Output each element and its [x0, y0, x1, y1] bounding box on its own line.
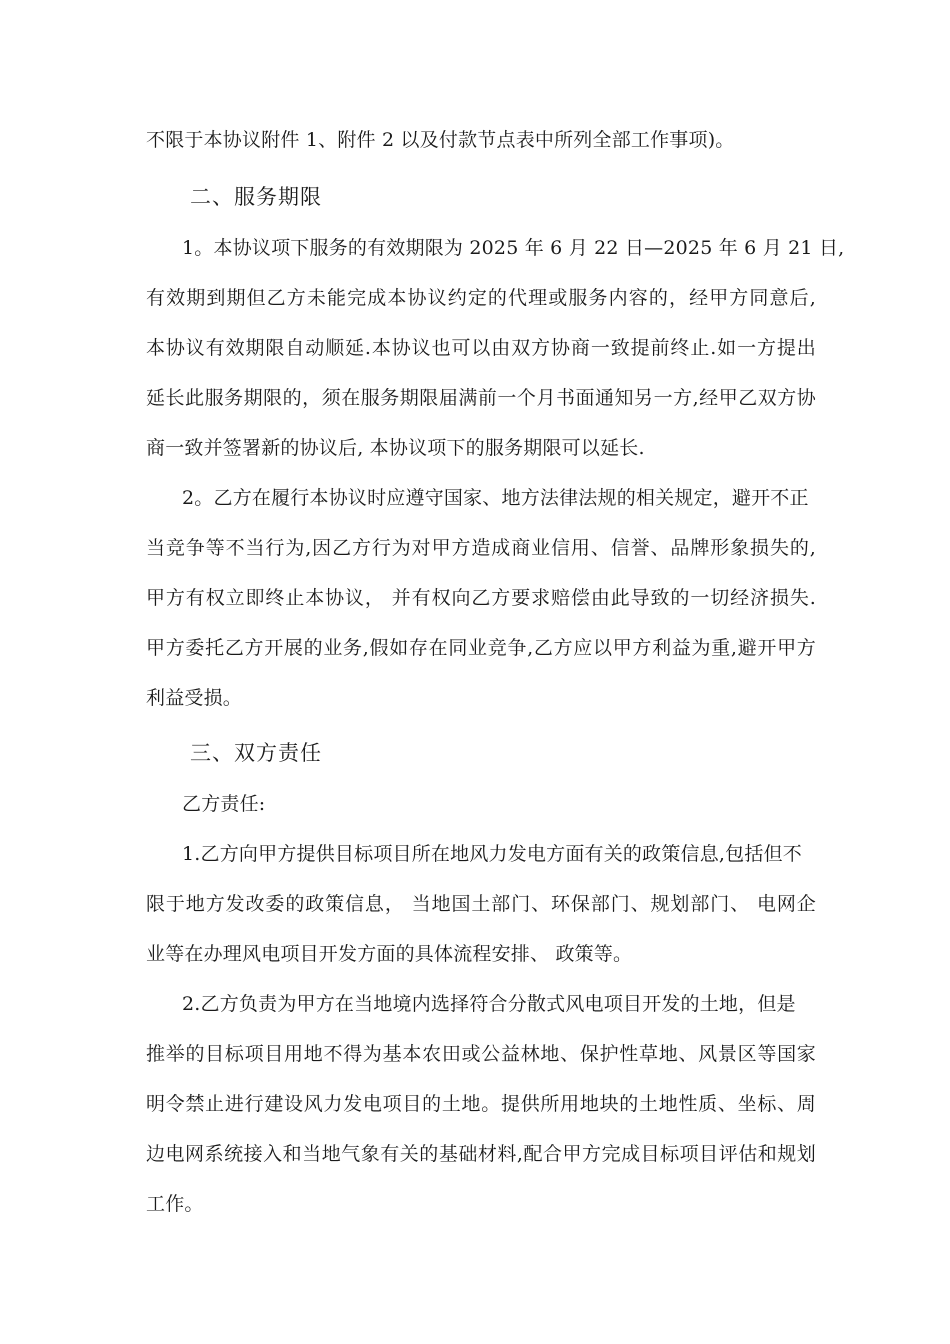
paragraph-line: 边电网系统接入和当地气象有关的基础材料,配合甲方完成目标项目评估和规划 — [146, 1143, 816, 1165]
section-heading-service-term: 二、服务期限 — [190, 185, 322, 209]
paragraph-line: 1.乙方向甲方提供目标项目所在地风力发电方面有关的政策信息,包括但不 — [182, 843, 802, 865]
paragraph-line: 推举的目标项目用地不得为基本农田或公益林地、保护性草地、风景区等国家 — [146, 1043, 816, 1065]
paragraph-line: 延长此服务期限的，须在服务期限届满前一个月书面通知另一方,经甲乙双方协 — [146, 387, 816, 409]
paragraph-line: 当竞争等不当行为,因乙方行为对甲方造成商业信用、信誉、品牌形象损失的, — [146, 537, 816, 559]
paragraph-line: 2.乙方负责为甲方在当地境内选择符合分散式风电项目开发的土地，但是 — [182, 993, 796, 1015]
paragraph-line: 2。乙方在履行本协议时应遵守国家、地方法律法规的相关规定，避开不正 — [182, 487, 809, 509]
section-heading-responsibilities: 三、双方责任 — [190, 741, 322, 765]
paragraph-line: 不限于本协议附件 1、附件 2 以及付款节点表中所列全部工作事项)。 — [146, 129, 735, 151]
paragraph-line: 限于地方发改委的政策信息， 当地国土部门、环保部门、规划部门、 电网企 — [146, 893, 816, 915]
paragraph-line: 商一致并签署新的协议后, 本协议项下的服务期限可以延长. — [146, 437, 645, 459]
paragraph-line: 工作。 — [146, 1193, 204, 1215]
paragraph-line: 有效期到期但乙方未能完成本协议约定的代理或服务内容的，经甲方同意后, — [146, 287, 816, 309]
paragraph-line: 业等在办理风电项目开发方面的具体流程安排、 政策等。 — [146, 943, 633, 965]
paragraph-line: 甲方有权立即终止本协议， 并有权向乙方要求赔偿由此导致的一切经济损失. — [146, 587, 816, 609]
paragraph-line: 1。本协议项下服务的有效期限为 2025 年 6 月 22 日—2025 年 6 月 21 日, — [182, 237, 845, 259]
paragraph-line: 甲方委托乙方开展的业务,假如存在同业竞争,乙方应以甲方利益为重,避开甲方 — [146, 637, 816, 659]
paragraph-line: 明令禁止进行建设风力发电项目的土地。提供所用地块的土地性质、坐标、周 — [146, 1093, 816, 1115]
paragraph-line: 利益受损。 — [146, 687, 243, 709]
subheading-party-b: 乙方责任: — [182, 793, 266, 815]
paragraph-line: 本协议有效期限自动顺延.本协议也可以由双方协商一致提前终止.如一方提出 — [146, 337, 816, 359]
